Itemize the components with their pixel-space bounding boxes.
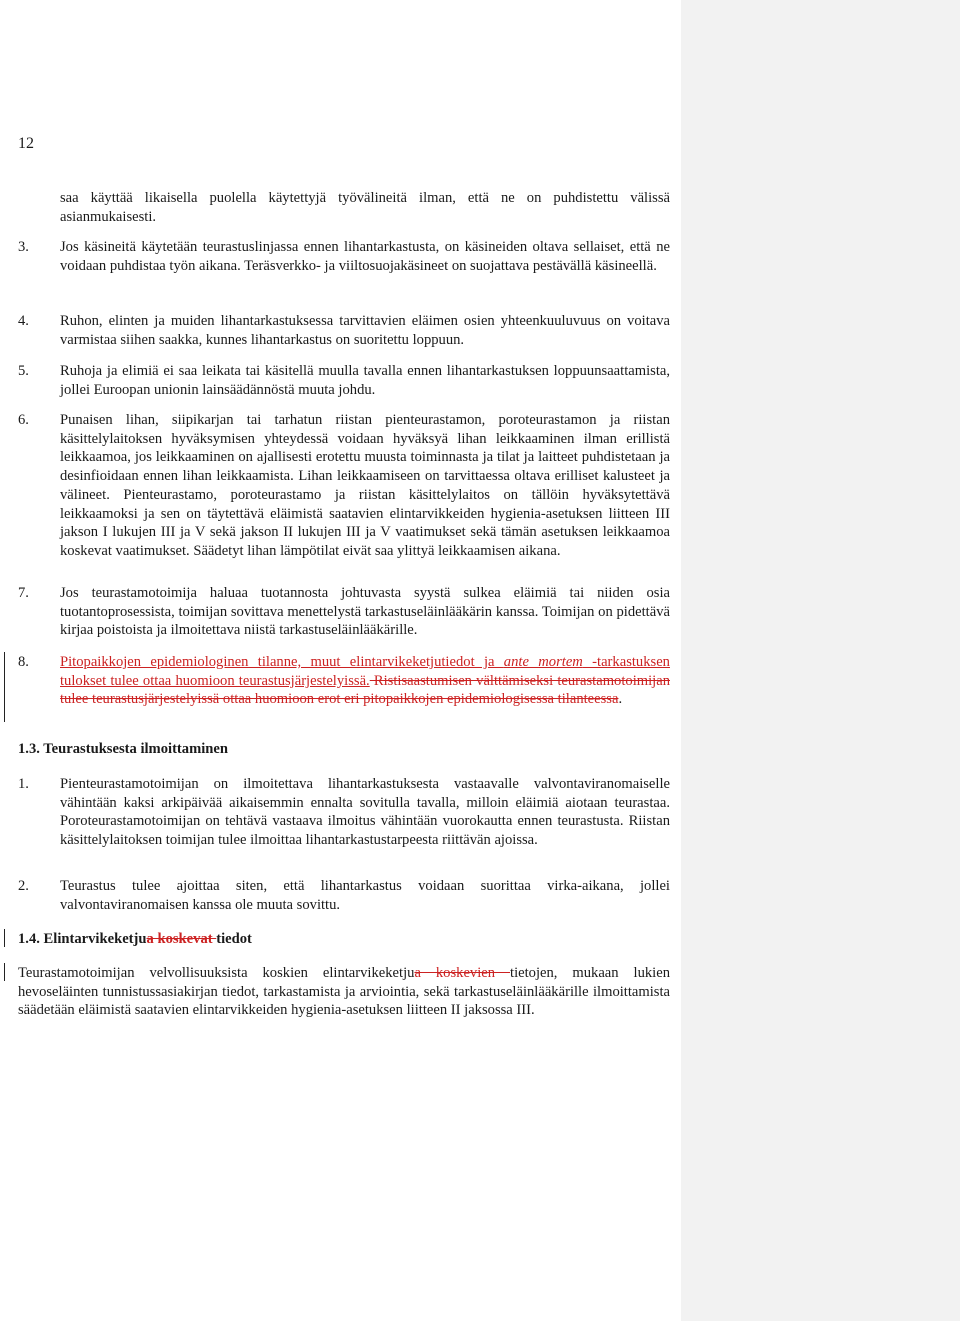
list-item-text: Jos teurastamotoimija haluaa tuotannosta johtuvasta syystä sulkea eläimiä tai niiden osia tuotantoprosessista, toimijan sovittava menettelystä tarkastuseläinlääkärin kanssa. Toimijan on pidettävä kirjaa poistoista ja ilmoitettava niistä tarkastuseläinlääkärille. (60, 585, 670, 639)
item-number: 1. (18, 776, 29, 792)
item-number: 2. (18, 878, 29, 894)
list-item-text: Teurastus tulee ajoittaa siten, että lihantarkastus voidaan suorittaa virka-aikana, jollei valvontaviranomaisen kanssa ole muuta sovittu. (60, 878, 670, 913)
section-heading-tracked (18, 930, 252, 949)
change-bar (4, 963, 5, 981)
item-number: 3. (18, 239, 29, 255)
comment-margin (681, 0, 960, 1321)
paragraph-text: tietojen, mukaan lukien hevoseläinten tunnistussasiakirjan tiedot, tarkastamista ja arviointia, sekä tarkastuseläinlääkärille ilmoittamista säädetään eläimistä saatavien elintarvikkeiden hygienia-asetuksen liitteen II jaksossa III. (18, 965, 671, 1019)
deleted-text: a koskevien (414, 965, 511, 981)
paragraph-end: . (618, 691, 623, 708)
heading-text: 1.4. Elintarvikeketju (18, 931, 147, 947)
section-heading: 1.3. Teurastuksesta ilmoittaminen (18, 741, 229, 757)
list-item-text: Ruhon, elinten ja muiden lihantarkastuksessa tarvittavien eläimen osien yhteenkuuluvuus on voitava varmistaa siihen saakka, kunnes lihantarkastus on suoritettu loppuun. (60, 313, 670, 348)
change-bar (4, 652, 5, 722)
list-item-text-tracked (60, 653, 670, 709)
inserted-text: -tarkastuksen tulokset tulee ottaa huomioon teurastusjärjestelyissä. (60, 654, 670, 689)
list-item-text: Punaisen lihan, siipikarjan tai tarhatun riistan pienteurastamon, poroteurastamon ja riistan käsittelylaitoksen hyväksymisen yhteydessä voidaan hyväksyä lihan leikkaaminen ilman erillistä leikkaamoa, jos leikkaaminen on ajallisesti erotettu muusta toiminnasta ja tilat ja laitteet puhdistetaan ja desinfioidaan ennen lihan leikkaamista. Lihan leikkaamiseen on tarvittaessa oltava erilliset kalusteet ja välineet. Pienteurastamo, poroteurastamo ja riistan käsittelylaitos on tällöin hyväksytettävä leikkaamoksi ja sen on täytettävä eläimistä saatavien elintarvikkeiden hygienia-asetuksen liitteen III jakson I lukujen III ja V sekä jakson II lukujen III ja V vaatimukset sekä tämän asetuksen leikkaamoa koskevat vaatimukset. Säädetyt lihan lämpötilat eivät saa ylittyä leikkaamisen aikana. (60, 412, 670, 559)
inserted-text: Pitopaikkojen epidemiologinen tilanne, muut elintarvikeketjutiedot ja (60, 654, 504, 670)
item-number: 4. (18, 313, 29, 329)
paragraph-text: Teurastamotoimijan velvollisuuksista koskien elintarvikeketju (18, 965, 415, 981)
deleted-text: Ristisaastumisen välttämiseksi teurastamotoimijan tulee teurastusjärjestelyissä ottaa huomioon erot eri pitopaikkojen epidemiologisessa tilanteessa (60, 672, 670, 708)
item-number: 8. (18, 654, 29, 670)
deleted-text: a koskevat (146, 931, 217, 947)
continuation-paragraph: saa käyttää likaisella puolella käytettyjä työvälineitä ilman, että ne on puhdistettu välissä asianmukaisesti. (60, 190, 670, 225)
item-number: 7. (18, 585, 29, 601)
item-number: 5. (18, 363, 29, 379)
list-item-text: Ruhoja ja elimiä ei saa leikata tai käsitellä muulla tavalla ennen lihantarkastuksen loppuunsaattamista, jollei Euroopan unionin lainsäädännöstä muuta johdu. (60, 363, 670, 398)
list-item-text: Jos käsineitä käytetään teurastuslinjassa ennen lihantarkastusta, on käsineiden oltava sellaiset, että ne voidaan puhdistaa työn aikana. Teräsverkko- ja viiltosuojakäsineet on suojattava pestävällä käsineellä. (60, 239, 670, 274)
change-bar (4, 929, 5, 947)
inserted-text-italic: ante mortem (503, 654, 583, 670)
paragraph-tracked (18, 964, 670, 1020)
item-number: 6. (18, 412, 29, 428)
heading-text: tiedot (216, 931, 252, 947)
list-item-text: Pienteurastamotoimijan on ilmoitettava lihantarkastuksesta vastaavalle valvontaviranomaiselle vähintään kaksi arkipäivää aikaisemmin ennalta sovitulla tavalla, milloin eläimiä aiotaan teurastaa. Poroteurastamotoimijan on tehtävä vastaava ilmoitus vähintään vuorokautta ennen teurastusta. Riistan käsittelylaitoksen toimijan tulee ilmoittaa lihantarkastustarpeesta riittävän ajoissa. (60, 776, 670, 849)
page-number: 12 (18, 135, 34, 152)
